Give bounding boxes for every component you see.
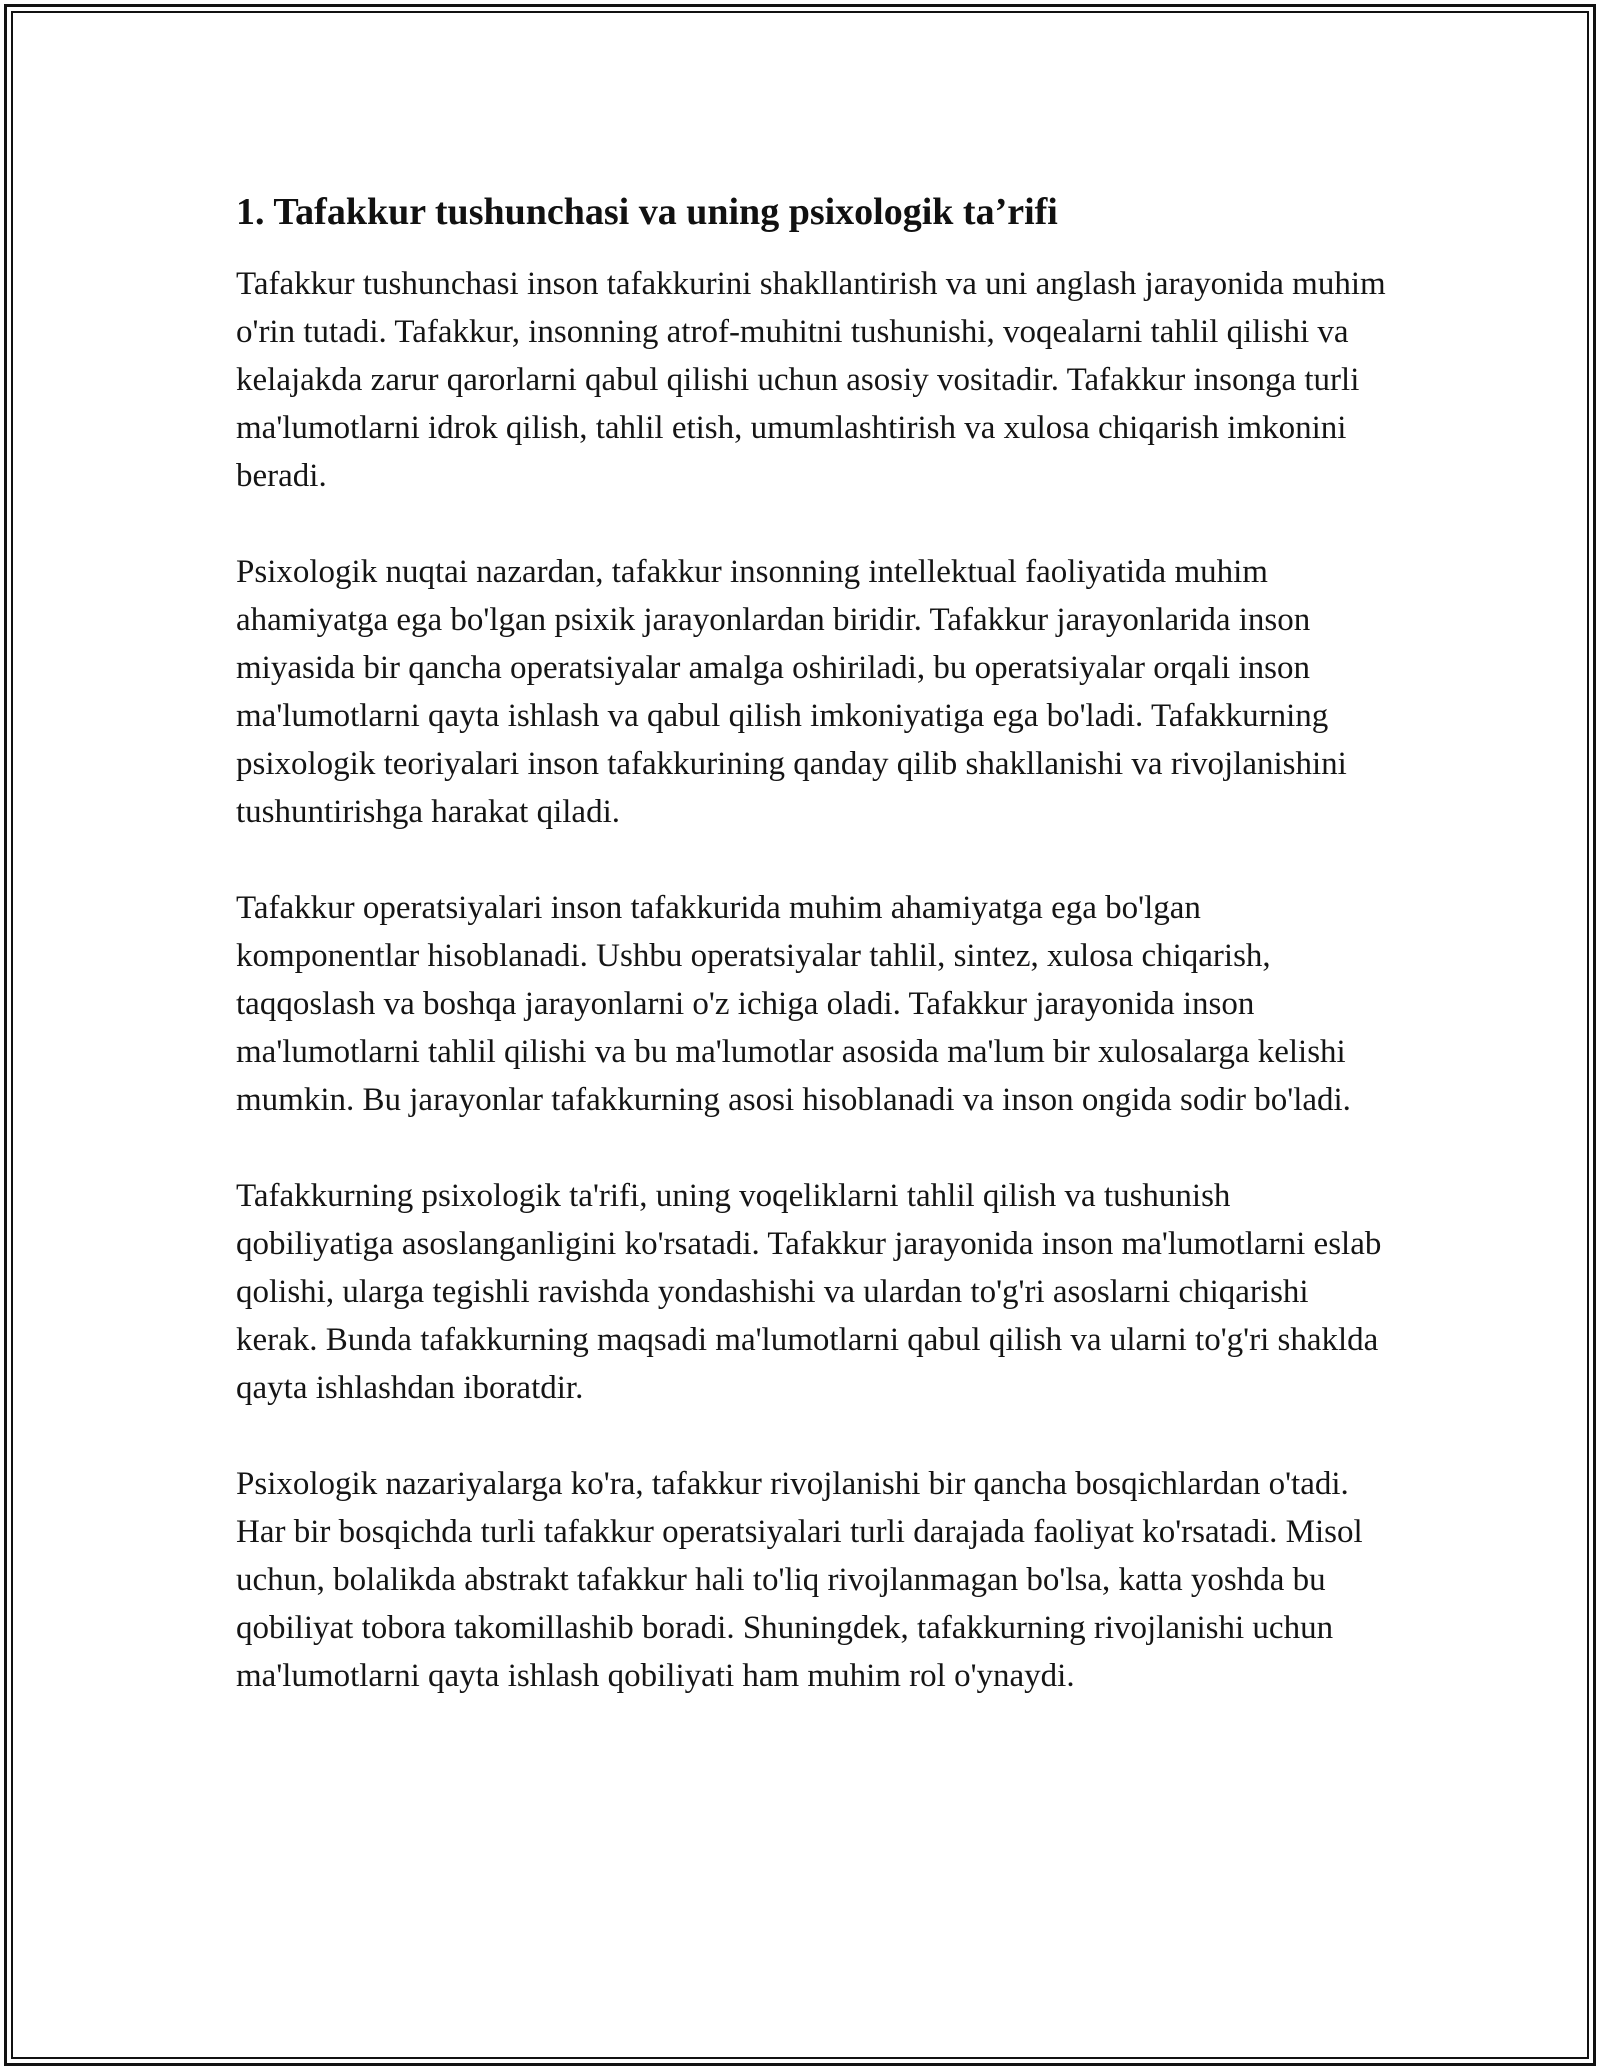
paragraph-4: Tafakkurning psixologik ta'rifi, uning voqeliklarni tahlil qilish va tushunish qobiliyatiga asoslanganligini ko'rsatadi. Tafakkur jarayonida inson ma'lumotlarni eslab qolishi, ularga tegishli ravishda yondashishi va ulardan to'g'ri asoslarni chiqarishi kerak. Bunda tafakkurning maqsadi ma'lumotlarni qabul qilish va ularni to'g'ri shaklda qayta ishlashdan iboratdir. (236, 1178, 1382, 1406)
paragraph-2: Psixologik nuqtai nazardan, tafakkur insonning intellektual faoliyatida muhim ahamiyatga ega bo'lgan psixik jarayonlardan biridir. Tafakkur jarayonlarida inson miyasida bir qancha operatsiyalar amalga oshiriladi, bu operatsiyalar orqali inson ma'lumotlarni qayta ishlash va qabul qilish imkoniyatiga ega bo'ladi. Tafakkurning psixologik teoriyalari inson tafakkurining qanday qilib shakllanishi va rivojlanishini tushuntirishga harakat qiladi. (236, 554, 1347, 830)
paragraph-1: Tafakkur tushunchasi inson tafakkurini shakllantirish va uni anglash jarayonida muhim o'rin tutadi. Tafakkur, insonning atrof-muhitni tushunishi, voqealarni tahlil qilishi va kelajakda zarur qarorlarni qabul qilishi uchun asosiy vositadir. Tafakkur insonga turli ma'lumotlarni idrok qilish, tahlil etish, umumlashtirish va xulosa chiqarish imkonini beradi. (236, 266, 1386, 494)
document-body (236, 188, 1386, 1700)
paragraph-5: Psixologik nazariyalarga ko'ra, tafakkur rivojlanishi bir qancha bosqichlardan o'tadi. Har bir bosqichda turli tafakkur operatsiyalari turli darajada faoliyat ko'rsatadi. Misol uchun, bolalikda abstrakt tafakkur hali to'liq rivojlanmagan bo'lsa, katta yoshda bu qobiliyat tobora takomillashib boradi. Shuningdek, tafakkurning rivojlanishi uchun ma'lumotlarni qayta ishlash qobiliyati ham muhim rol o'ynaydi. (236, 1466, 1363, 1694)
section-heading: 1. Tafakkur tushunchasi va uning psixologik ta’rifi (236, 191, 1058, 233)
paragraph-3: Tafakkur operatsiyalari inson tafakkurida muhim ahamiyatga ega bo'lgan komponentlar hisoblanadi. Ushbu operatsiyalar tahlil, sintez, xulosa chiqarish, taqqoslash va boshqa jarayonlarni o'z ichiga oladi. Tafakkur jarayonida inson ma'lumotlarni tahlil qilishi va bu ma'lumotlar asosida ma'lum bir xulosalarga kelishi mumkin. Bu jarayonlar tafakkurning asosi hisoblanadi va inson ongida sodir bo'ladi. (236, 890, 1351, 1118)
